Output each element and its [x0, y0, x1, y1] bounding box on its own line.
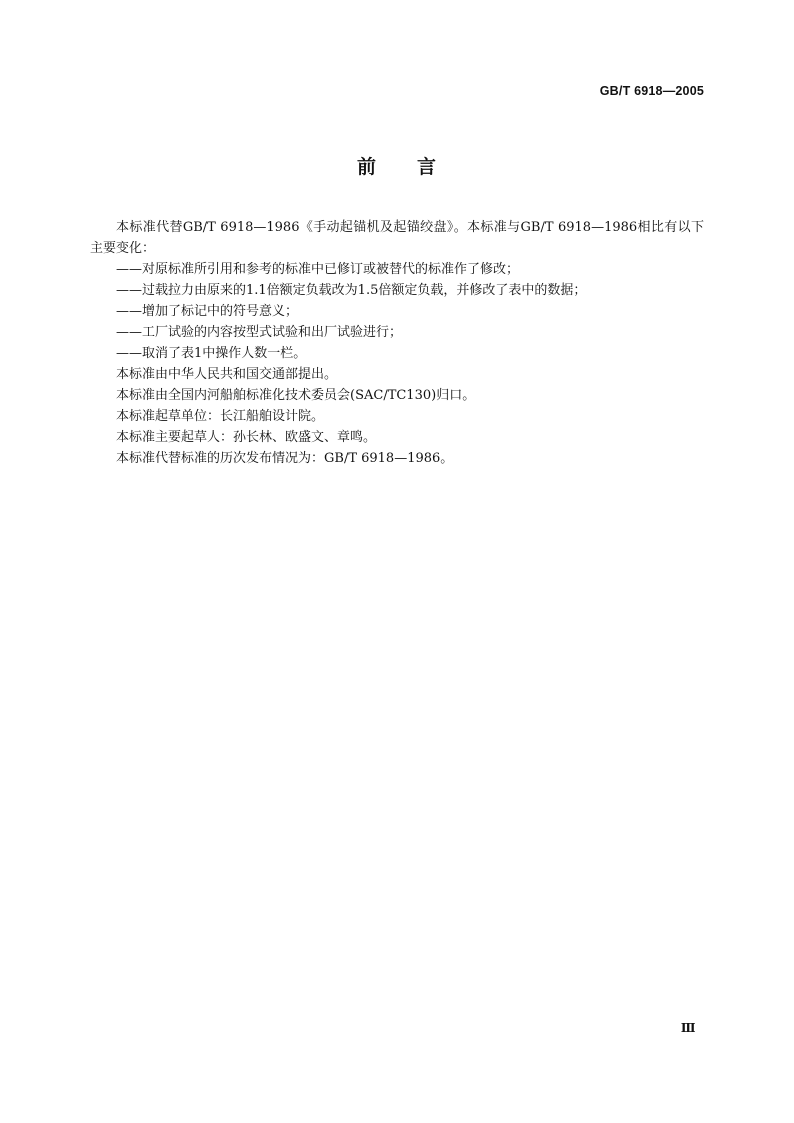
title-char-2: 言: [417, 156, 438, 178]
foreword-body: [90, 217, 704, 469]
page-title: [0, 152, 794, 179]
proposer-paragraph: 本标准由中华人民共和国交通部提出。: [116, 367, 338, 382]
standard-code: GB/T 6918—2005: [599, 84, 704, 98]
page-number: Ⅲ: [680, 1021, 695, 1035]
drafting-unit-paragraph: 本标准起草单位：长江船舶设计院。: [116, 409, 325, 424]
drafters-paragraph: 本标准主要起草人：孙长林、欧盛文、章鸣。: [116, 430, 377, 445]
committee-paragraph: 本标准由全国内河船舶标准化技术委员会(SAC/TC130)归口。: [116, 388, 476, 403]
change-item: ——过载拉力由原来的1.1倍额定负载改为1.5倍额定负载，并修改了表中的数据；: [116, 283, 587, 298]
intro-paragraph: 本标准代替GB/T 6918—1986《手动起锚机及起锚绞盘》。本标准与GB/T 6918—1986相比有以下主要变化：: [90, 220, 704, 256]
change-item: ——增加了标记中的符号意义；: [116, 304, 299, 319]
change-item: ——对原标准所引用和参考的标准中已修订或被替代的标准作了修改；: [116, 262, 520, 277]
change-item: ——取消了表1中操作人数一栏。: [116, 346, 307, 361]
change-item: ——工厂试验的内容按型式试验和出厂试验进行；: [116, 325, 403, 340]
title-char-1: 前: [356, 156, 377, 178]
history-paragraph: 本标准代替标准的历次发布情况为：GB/T 6918—1986。: [116, 451, 454, 466]
